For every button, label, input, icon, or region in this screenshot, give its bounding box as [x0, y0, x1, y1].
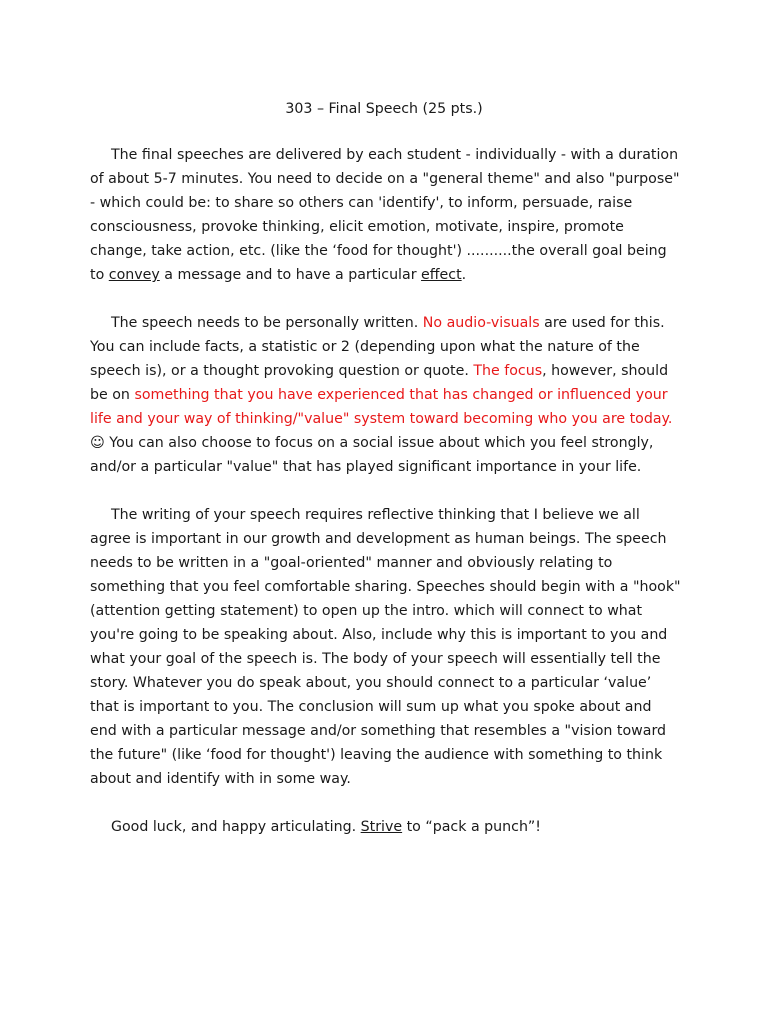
text-run: a message and to have a particular [159, 267, 422, 283]
underlined-word-strive: Strive [360, 819, 403, 835]
text-run: are used for this. You can include facts, a statistic or 2 (depending upon what the nature of the speech is), or a thought provoking question or quote. [90, 315, 665, 379]
text-run: Good luck, and happy articulating. [111, 819, 361, 835]
text-run: The final speeches are delivered by each student - individually - with a duration of about 5-7 minutes. You need to decide on a "general theme" and also "purpose" - which could be: to share so others can 'identify', to inform, persuade, raise consciousness, provoke thinking, elicit emotion, motivate, inspire, promote change, take action, etc. (like the ‘food for thought') ..........the overall goal being to [90, 147, 680, 283]
paragraph-closing [90, 815, 682, 839]
paragraph-requirements [90, 311, 682, 479]
text-run: The writing of your speech requires reflective thinking that I believe we all agree is important in our growth and development as human beings. The speech needs to be written in a "goal-oriented" manner and obviously relating to something that you feel comfortable sharing. Speeches should begin with a "hook" (attention getting statement) to open up the intro. which will connect to what you're going to be speaking about. Also, include why this is important to you and what your goal of the speech is. The body of your speech will essentially tell the story. Whatever you do speak about, you should connect to a particular ‘value’ that is important to you. The conclusion will sum up what you spoke about and end with a particular message and/or something that resembles a "vision toward the future" (like ‘food for thought') leaving the audience with something to think about and identify with in some way. [90, 507, 681, 787]
highlight-focus-description: something that you have experienced that has changed or influenced your life and your way of thinking/"value" system toward becoming who you are today. [90, 387, 673, 427]
text-run: The speech needs to be personally written. [111, 315, 423, 331]
paragraph-writing-guidance [90, 503, 682, 791]
text-run: ☺ You can also choose to focus on a social issue about which you feel strongly, and/or a particular "value" that has played significant importance in your life. [90, 435, 654, 475]
highlight-the-focus: The focus [473, 363, 543, 379]
underlined-word-effect: effect [421, 267, 462, 283]
text-run: , however, should be on [90, 363, 669, 403]
document-title: 303 – Final Speech (25 pts.) [285, 101, 483, 117]
text-run: . [461, 267, 467, 283]
underlined-word-convey: convey [108, 267, 160, 283]
paragraph-overview [90, 143, 682, 287]
text-run: to “pack a punch”! [402, 819, 541, 835]
highlight-no-audio-visuals: No audio-visuals [422, 315, 540, 331]
